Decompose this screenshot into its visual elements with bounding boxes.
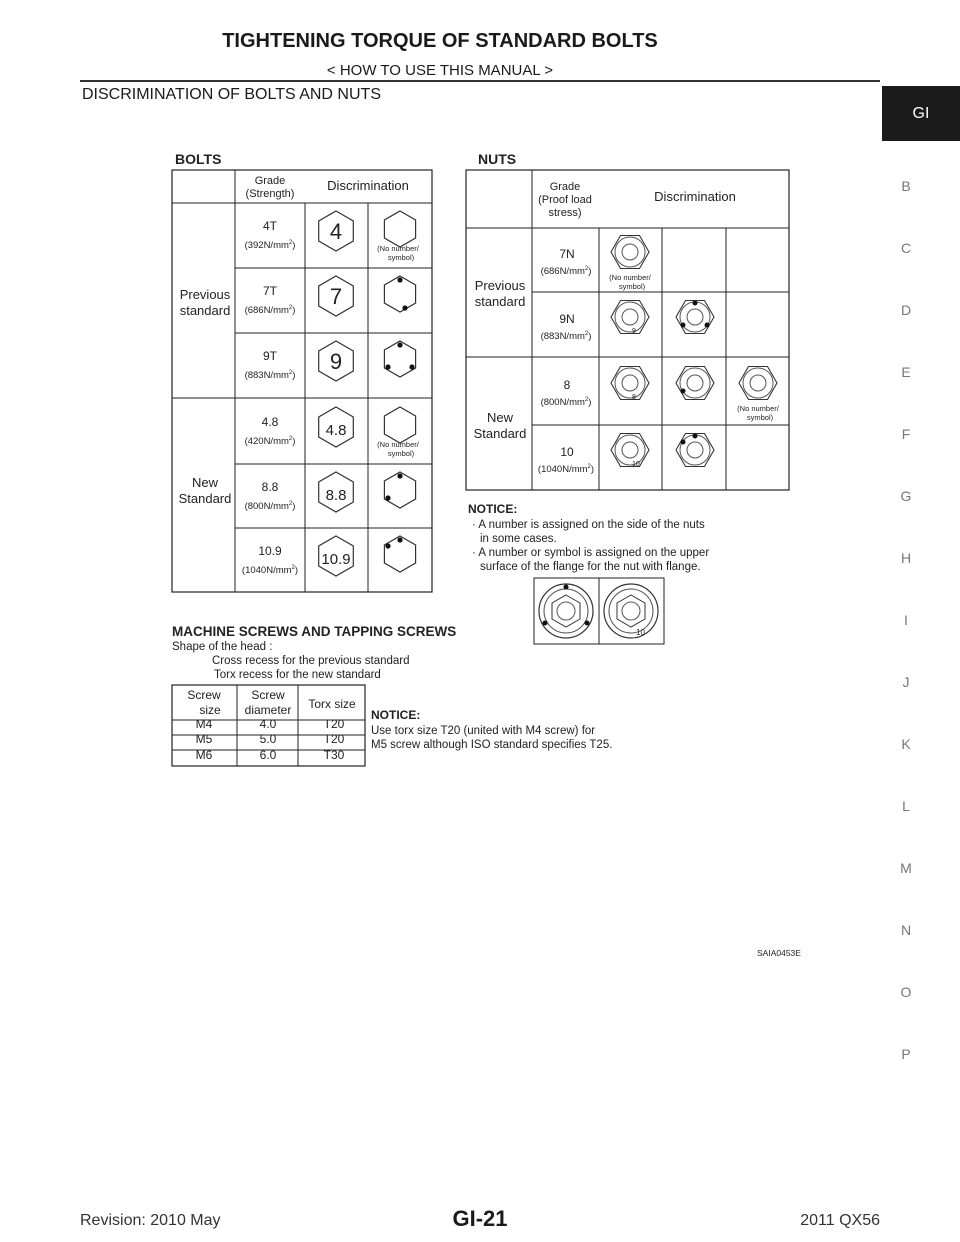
nut-row-4 <box>538 434 714 476</box>
screw-torx: T30 <box>323 748 345 762</box>
screws-notice-line-1: Use torx size T20 (united with M4 screw) for <box>371 725 596 737</box>
nut-row-1 <box>541 236 652 292</box>
bolts-col-grade-2: (Strength) <box>245 188 295 200</box>
bolt-mark: 8.8 <box>325 487 347 504</box>
side-index-p[interactable]: P <box>901 1046 911 1062</box>
nuts-col-disc: Discrimination <box>654 189 736 204</box>
bolt-mark: 7 <box>329 284 343 309</box>
bolt-alt-1: (No number/ <box>377 244 419 253</box>
screws-notice-line-2: M5 screw although ISO standard specifies T25. <box>371 739 613 751</box>
nut-alt-1: (No number/ <box>737 404 779 413</box>
nuts-col-grade-2: (Proof load <box>538 194 592 206</box>
side-index-l[interactable]: L <box>902 798 910 814</box>
bolt-alt-2: symbol) <box>387 253 415 262</box>
bolts-group-new-2: Standard <box>178 491 232 506</box>
bolts-title: BOLTS <box>175 151 222 167</box>
page-title: TIGHTENING TORQUE OF STANDARD BOLTS <box>222 30 658 52</box>
nut-grade: 10 <box>560 445 574 459</box>
bolt-alt-2: symbol) <box>387 449 415 458</box>
bolts-group-prev-1: Previous <box>179 287 231 302</box>
nut-alt-1: (No number/ <box>609 273 651 282</box>
nut-alt-2: symbol) <box>618 282 646 291</box>
bolt-dot <box>385 495 390 500</box>
nut-strength: $(800N/mm^2)$ <box>540 397 592 408</box>
bolt-mark: 9 <box>329 349 343 374</box>
nut-grade: 7N <box>559 247 575 261</box>
side-index-d[interactable]: D <box>900 302 912 318</box>
nut-row-2 <box>541 301 714 343</box>
nuts-group-new-1: New <box>486 410 514 425</box>
bolt-row-1 <box>245 211 420 262</box>
breadcrumb: < HOW TO USE THIS MANUAL > <box>326 62 554 79</box>
nut-icon <box>611 434 649 469</box>
screw-size: M6 <box>195 748 213 762</box>
screw-row-1 <box>196 717 345 731</box>
screw-diameter: 4.0 <box>259 717 277 731</box>
bolt-strength: $(1040N/mm^2)$ <box>241 565 299 576</box>
screw-row-2 <box>196 732 345 746</box>
side-tab-active[interactable]: GI <box>882 86 960 141</box>
screws-h1-1: Screw <box>187 688 221 702</box>
screw-diameter: 6.0 <box>259 748 277 762</box>
nut-side-mark: 8 <box>632 394 636 401</box>
screws-h2-1: Screw <box>251 688 285 702</box>
nuts-group-prev-1: Previous <box>474 278 526 293</box>
bolts-table <box>172 170 432 592</box>
side-index-m[interactable]: M <box>900 860 912 876</box>
nuts-title: NUTS <box>478 151 517 167</box>
bolt-dot <box>402 305 407 310</box>
screws-notice-title: NOTICE: <box>371 708 421 722</box>
bolts-group-prev-2: standard <box>179 303 231 318</box>
nut-icon <box>611 367 649 402</box>
side-index-f[interactable]: F <box>901 426 911 442</box>
bolts-col-grade-1: Grade <box>254 175 286 187</box>
bolt-row-6 <box>242 536 416 576</box>
side-index-i[interactable]: I <box>904 612 908 628</box>
flange-nut-left <box>539 584 593 638</box>
bolt-strength: $(420N/mm^2)$ <box>244 436 296 447</box>
nut-grade: 8 <box>563 378 571 392</box>
bolt-grade: 4T <box>262 219 278 233</box>
bolt-row-4 <box>245 407 420 458</box>
screws-title: MACHINE SCREWS AND TAPPING SCREWS <box>172 624 457 639</box>
nuts-col-grade-3: stress) <box>548 207 582 219</box>
bolt-dot <box>397 277 402 282</box>
screw-torx: T20 <box>323 732 345 746</box>
footer-revision: Revision: 2010 May <box>80 1212 221 1229</box>
side-index-n[interactable]: N <box>900 922 912 938</box>
bolt-dot <box>397 537 402 542</box>
screw-diameter: 5.0 <box>259 732 277 746</box>
nuts-col-grade-1: Grade <box>549 181 581 193</box>
section-heading: DISCRIMINATION OF BOLTS AND NUTS <box>82 86 381 103</box>
nut-grade: 9N <box>559 312 575 326</box>
flange-nut-mark: 10 <box>636 628 645 637</box>
bolt-dot <box>397 342 402 347</box>
nuts-notice-line-1: · A number is assigned on the side of the nuts <box>472 519 705 531</box>
nuts-notice-line-3: · A number or symbol is assigned on the upper <box>472 547 710 559</box>
screws-h1-2: size <box>199 703 221 717</box>
screw-size: M4 <box>195 717 213 731</box>
side-index-c[interactable]: C <box>900 240 912 256</box>
bolt-grade: 7T <box>262 284 278 298</box>
bolt-strength: $(392N/mm^2)$ <box>244 240 296 251</box>
nut-icon <box>611 301 649 336</box>
side-index-h[interactable]: H <box>900 550 912 566</box>
screws-h2-2: diameter <box>244 703 292 717</box>
nut-icon <box>676 367 714 400</box>
nuts-notice-line-2: in some cases. <box>480 533 557 545</box>
bolt-grade: 10.9 <box>258 544 282 558</box>
nut-strength: $(883N/mm^2)$ <box>540 331 592 342</box>
footer-model: 2011 QX56 <box>800 1212 880 1229</box>
nut-strength: $(1040N/mm^2)$ <box>537 464 595 475</box>
nut-alt-2: symbol) <box>746 413 774 422</box>
nut-icon <box>611 236 649 269</box>
nuts-group-prev-2: standard <box>474 294 526 309</box>
bolt-row-2 <box>245 276 416 316</box>
nut-strength: $(686N/mm^2)$ <box>540 266 592 277</box>
bolt-dot <box>397 473 402 478</box>
bolt-grade: 8.8 <box>261 480 279 494</box>
nut-row-3 <box>541 367 780 423</box>
bolt-grade: 4.8 <box>261 415 279 429</box>
flange-nut-right <box>604 584 658 638</box>
bolt-row-5 <box>245 472 416 512</box>
bolt-strength: $(800N/mm^2)$ <box>244 501 296 512</box>
bolt-alt-1: (No number/ <box>377 440 419 449</box>
nuts-notice-title: NOTICE: <box>468 502 518 516</box>
bolt-dot <box>385 543 390 548</box>
screws-shape-new: Torx recess for the new standard <box>214 669 381 681</box>
nut-side-mark: 9 <box>632 328 636 335</box>
side-index-e[interactable]: E <box>901 364 911 380</box>
bolt-mark: 4.8 <box>325 422 347 439</box>
screw-size: M5 <box>195 732 213 746</box>
side-index-j[interactable]: J <box>902 674 910 690</box>
figure-id: SAIA0453E <box>757 948 801 958</box>
bolt-dot <box>409 364 414 369</box>
nut-icon <box>739 367 777 400</box>
screws-h3: Torx size <box>308 697 356 711</box>
bolts-group-new-1: New <box>191 475 219 490</box>
bolt-grade: 9T <box>262 349 278 363</box>
bolt-head-symbol <box>384 407 415 443</box>
nuts-notice-line-4: surface of the flange for the nut with flange. <box>480 561 701 573</box>
screws-shape-prev: Cross recess for the previous standard <box>212 655 410 667</box>
bolt-head-symbol <box>384 211 415 247</box>
side-index-g[interactable]: G <box>900 488 912 504</box>
bolts-col-disc: Discrimination <box>327 178 409 193</box>
nuts-group-new-2: Standard <box>473 426 527 441</box>
screws-shape-label: Shape of the head : <box>172 641 273 653</box>
bolt-strength: $(686N/mm^2)$ <box>244 305 296 316</box>
side-index-k[interactable]: K <box>901 736 911 752</box>
bolt-strength: $(883N/mm^2)$ <box>244 370 296 381</box>
footer-page-number: GI-21 <box>452 1206 508 1231</box>
side-index-o[interactable]: O <box>900 984 912 1000</box>
bolt-mark: 4 <box>329 219 343 244</box>
side-index-b[interactable]: B <box>901 178 911 194</box>
screw-torx: T20 <box>323 717 345 731</box>
nut-icon <box>676 434 714 467</box>
nut-side-mark: 10 <box>632 461 640 468</box>
bolt-mark: 10.9 <box>321 551 351 568</box>
nut-icon <box>676 301 714 334</box>
bolt-row-3 <box>245 341 416 381</box>
bolt-dot <box>385 364 390 369</box>
